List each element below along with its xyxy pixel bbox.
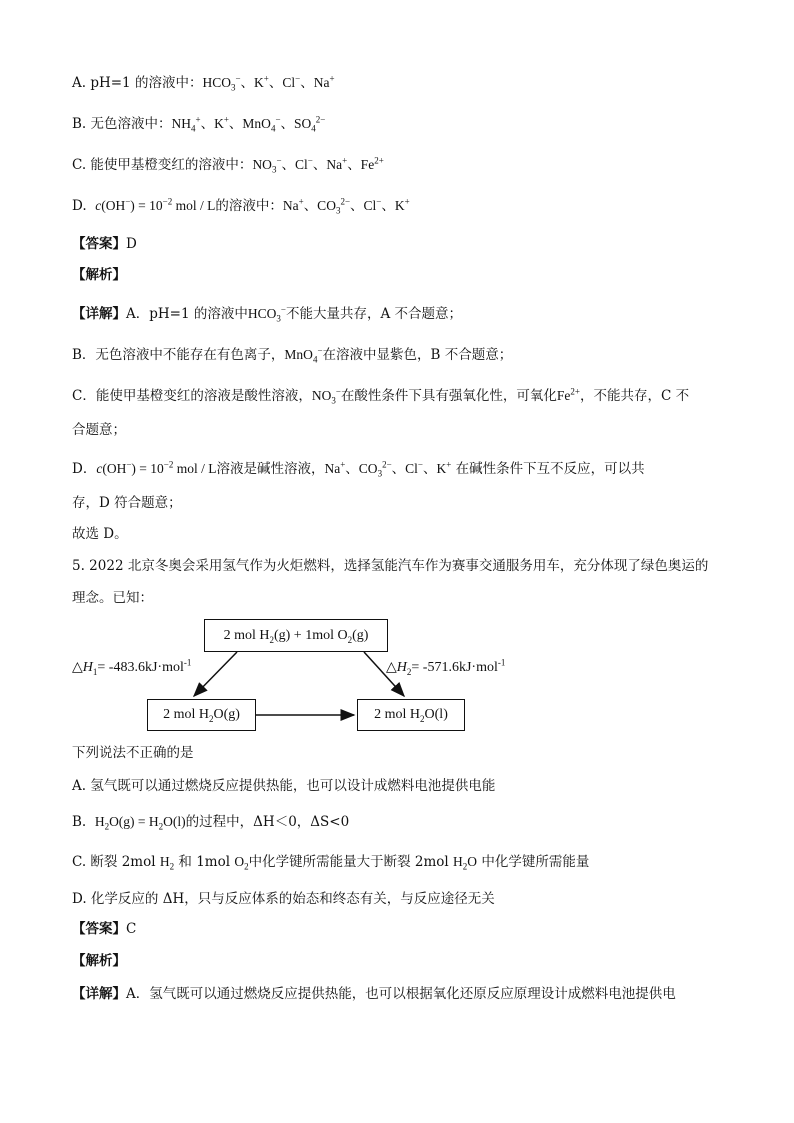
q5-question: 下列说法不正确的是: [72, 745, 194, 761]
q4-detail-a: 【详解】A．pH=1 的溶液中$HCO_3^-$不能大量共存，A 不合题意；: [72, 304, 462, 324]
q5-answer: 【答案】C: [72, 921, 137, 937]
q4-answer: 【答案】D: [72, 236, 137, 252]
delta-h1-label: $\triangle H_1= -483.6kJ\cdot mol^{-1}$: [72, 657, 192, 677]
q4-option-a: A. pH=1 的溶液中：$HCO_3^-$、K+、Cl−、Na+: [72, 73, 335, 93]
q4-analysis-heading: 【解析】: [72, 267, 126, 283]
right-box: [357, 699, 465, 731]
q4-conclusion: 故选 D。: [72, 526, 128, 542]
q4-detail-d: D．$c(OH^-) = 10^{-2}$ mol / L溶液是碱性溶液，Na+、$CO_3^{2-}$、Cl−、K+ 在碱性条件下互不反应，可以共: [72, 459, 645, 479]
q4-detail-c: C．能使甲基橙变红的溶液是酸性溶液，$NO_3^-$在酸性条件下具有强氧化性，可氧化$Fe^{2+}$，不能共存，C 不: [72, 386, 690, 406]
q4-option-d-ions: Na+、$CO_3^{2-}$、Cl−、K+: [282, 196, 410, 216]
q5-stem-cont: 理念。已知：: [72, 590, 153, 606]
q5-option-d: D. 化学反应的 ΔH，只与反应体系的始态和终态有关，与反应途径无关: [72, 891, 495, 907]
q4-detail-c-cont: 合题意；: [72, 422, 126, 438]
q4-option-c-ions: $NO_3^-$、Cl−、Na+、$Fe^{2+}$: [252, 155, 384, 175]
top-box: [204, 619, 388, 652]
q5-option-b: B. $H_2O(g) = H_2O(l)$的过程中，ΔH＜0，ΔS<0: [72, 814, 350, 832]
q4-option-b-ions: $NH_4^+$、K+、MnO$_4$−、$SO_4^{2-}$: [171, 114, 326, 134]
q4-detail-b: B．无色溶液中不能存在有色离子，MnO$_4$−在溶液中显紫色，B 不合题意；: [72, 345, 513, 365]
q4-option-a-ions: $HCO_3^-$、K+、Cl−、Na+: [202, 73, 335, 93]
top-box-label: 2 mol $H_2(g) + 1mol$ $O_2(g)$: [223, 627, 369, 645]
q5-analysis-heading: 【解析】: [72, 953, 126, 969]
arrow-to-left-box: [194, 652, 237, 696]
q5-detail-a: 【详解】A．氢气既可以通过燃烧反应提供热能，也可以根据氧化还原反应原理设计成燃料电池提供电: [72, 986, 676, 1002]
q4-option-d-condition: $c(OH^-) = 10^{-2}$ mol / L: [95, 196, 216, 213]
right-box-label: 2 mol $H_2O(l)$: [374, 707, 448, 724]
left-box-label: 2 mol $H_2O(g)$: [163, 707, 240, 724]
q5-option-a: A. 氢气既可以通过燃烧反应提供热能，也可以设计成燃料电池提供电能: [72, 778, 496, 794]
q4-detail-d-cont: 存，D 符合题意；: [72, 495, 182, 511]
q4-option-d: D. $c(OH^-) = 10^{-2}$ mol / L的溶液中：Na+、$CO_3^{2-}$、Cl−、K+: [72, 196, 410, 216]
q4-option-c: C. 能使甲基橙变红的溶液中：$NO_3^-$、Cl−、Na+、$Fe^{2+}$: [72, 155, 384, 175]
delta-h2-label: $\triangle H_2= -571.6kJ\cdot mol^{-1}$: [386, 657, 506, 677]
q5-option-c: C. 断裂 2mol $H_2$ 和 1mol $O_2$中化学键所需能量大于断裂 2mol $H_2O$ 中化学键所需能量: [72, 854, 590, 872]
q4-option-b: B. 无色溶液中：$NH_4^+$、K+、MnO$_4$−、$SO_4^{2-}$: [72, 114, 326, 134]
q5-stem: 5. 2022 北京冬奥会采用氢气作为火炬燃料，选择氢能汽车作为赛事交通服务用车，充分体现了绿色奥运的: [72, 558, 709, 574]
left-box: [147, 699, 256, 731]
